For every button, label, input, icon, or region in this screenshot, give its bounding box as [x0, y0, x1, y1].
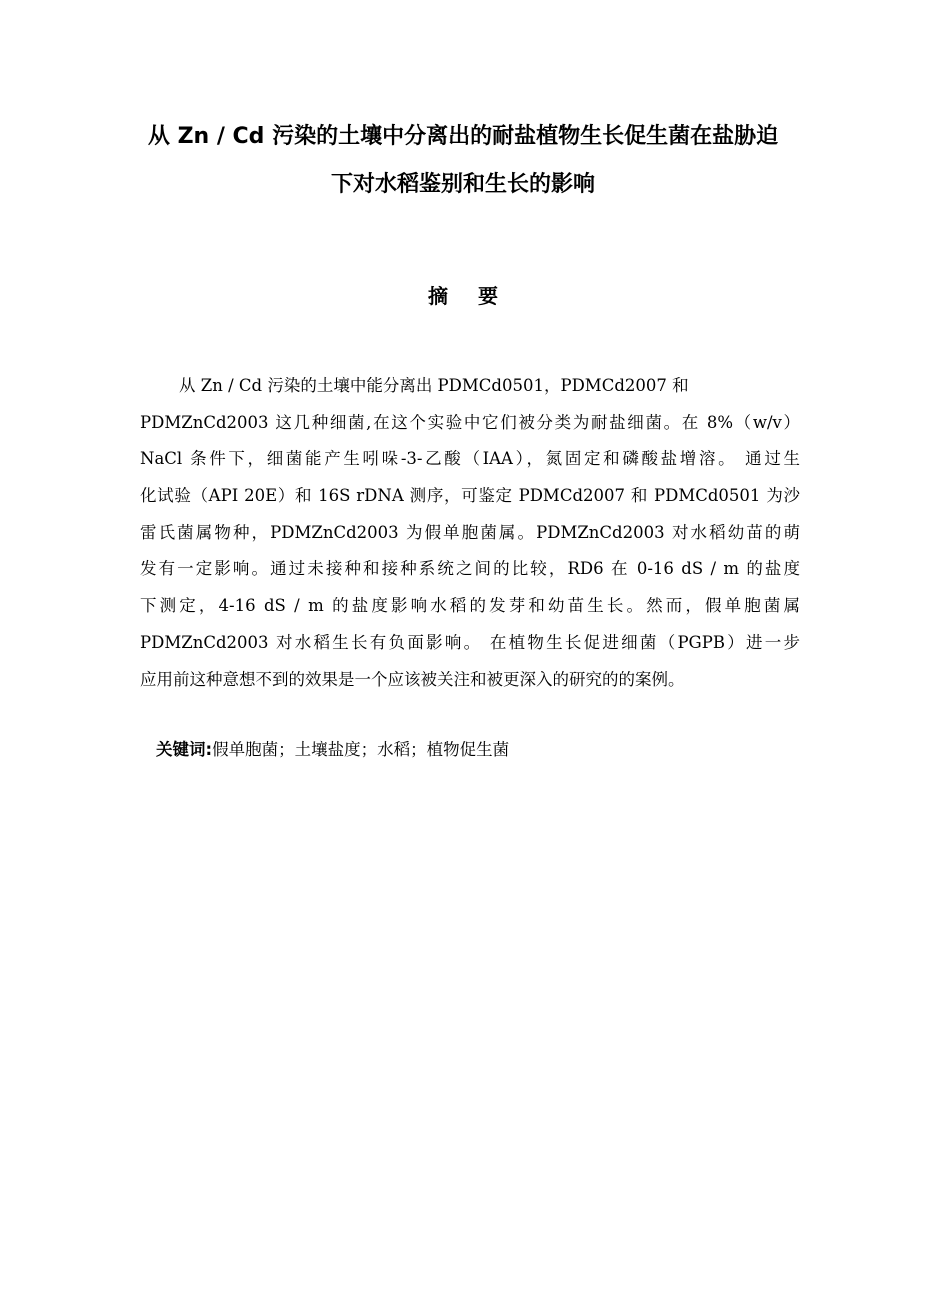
abstract-line-1: 从 Zn / Cd 污染的土壤中能分离出 PDMCd0501，PDMCd2007 和: [179, 376, 689, 395]
abstract-body: [140, 368, 800, 698]
paper-title-line-1: 从 Zn / Cd 污染的土壤中分离出的耐盐植物生长促生菌在盐胁迫: [147, 124, 779, 149]
abstract-line-9: 应用前这种意想不到的效果是一个应该被关注和被更深入的研究的的案例。: [140, 669, 685, 689]
keywords-text: 假单胞菌；土壤盐度；水稻；植物促生菌: [212, 740, 510, 759]
abstract-line-2: PDMZnCd2003 这几种细菌,在这个实验中它们被分类为耐盐细菌。在 8%（w/v）: [140, 412, 800, 432]
abstract-line-7: 下测定，4-16 dS / m 的盐度影响水稻的发芽和幼苗生长。然而，假单胞菌属: [140, 596, 800, 616]
abstract-heading-char-1: 摘: [428, 284, 448, 308]
abstract-line-3: NaCl 条件下，细菌能产生吲哚-3-乙酸（IAA），氮固定和磷酸盐增溶。 通过生: [140, 449, 800, 469]
abstract-line-8: PDMZnCd2003 对水稻生长有负面影响。 在植物生长促进细菌（PGPB）进一步: [140, 632, 800, 652]
keywords-separator: :: [205, 740, 213, 759]
keywords-label: 关键词: [156, 740, 206, 759]
abstract-line-4: 化试验（API 20E）和 16S rDNA 测序，可鉴定 PDMCd2007 和 PDMCd0501 为沙: [140, 486, 800, 506]
paper-title-line-2: 下对水稻鉴别和生长的影响: [330, 172, 595, 197]
keywords: [156, 736, 509, 764]
abstract-heading-char-2: 要: [478, 284, 498, 308]
abstract-line-6: 发有一定影响。通过未接种和接种系统之间的比较，RD6 在 0-16 dS / m 的盐度: [140, 559, 800, 579]
abstract-line-5: 雷氏菌属物种，PDMZnCd2003 为假单胞菌属。PDMZnCd2003 对水稻幼苗的萌: [140, 522, 800, 542]
abstract-heading: [0, 282, 926, 310]
